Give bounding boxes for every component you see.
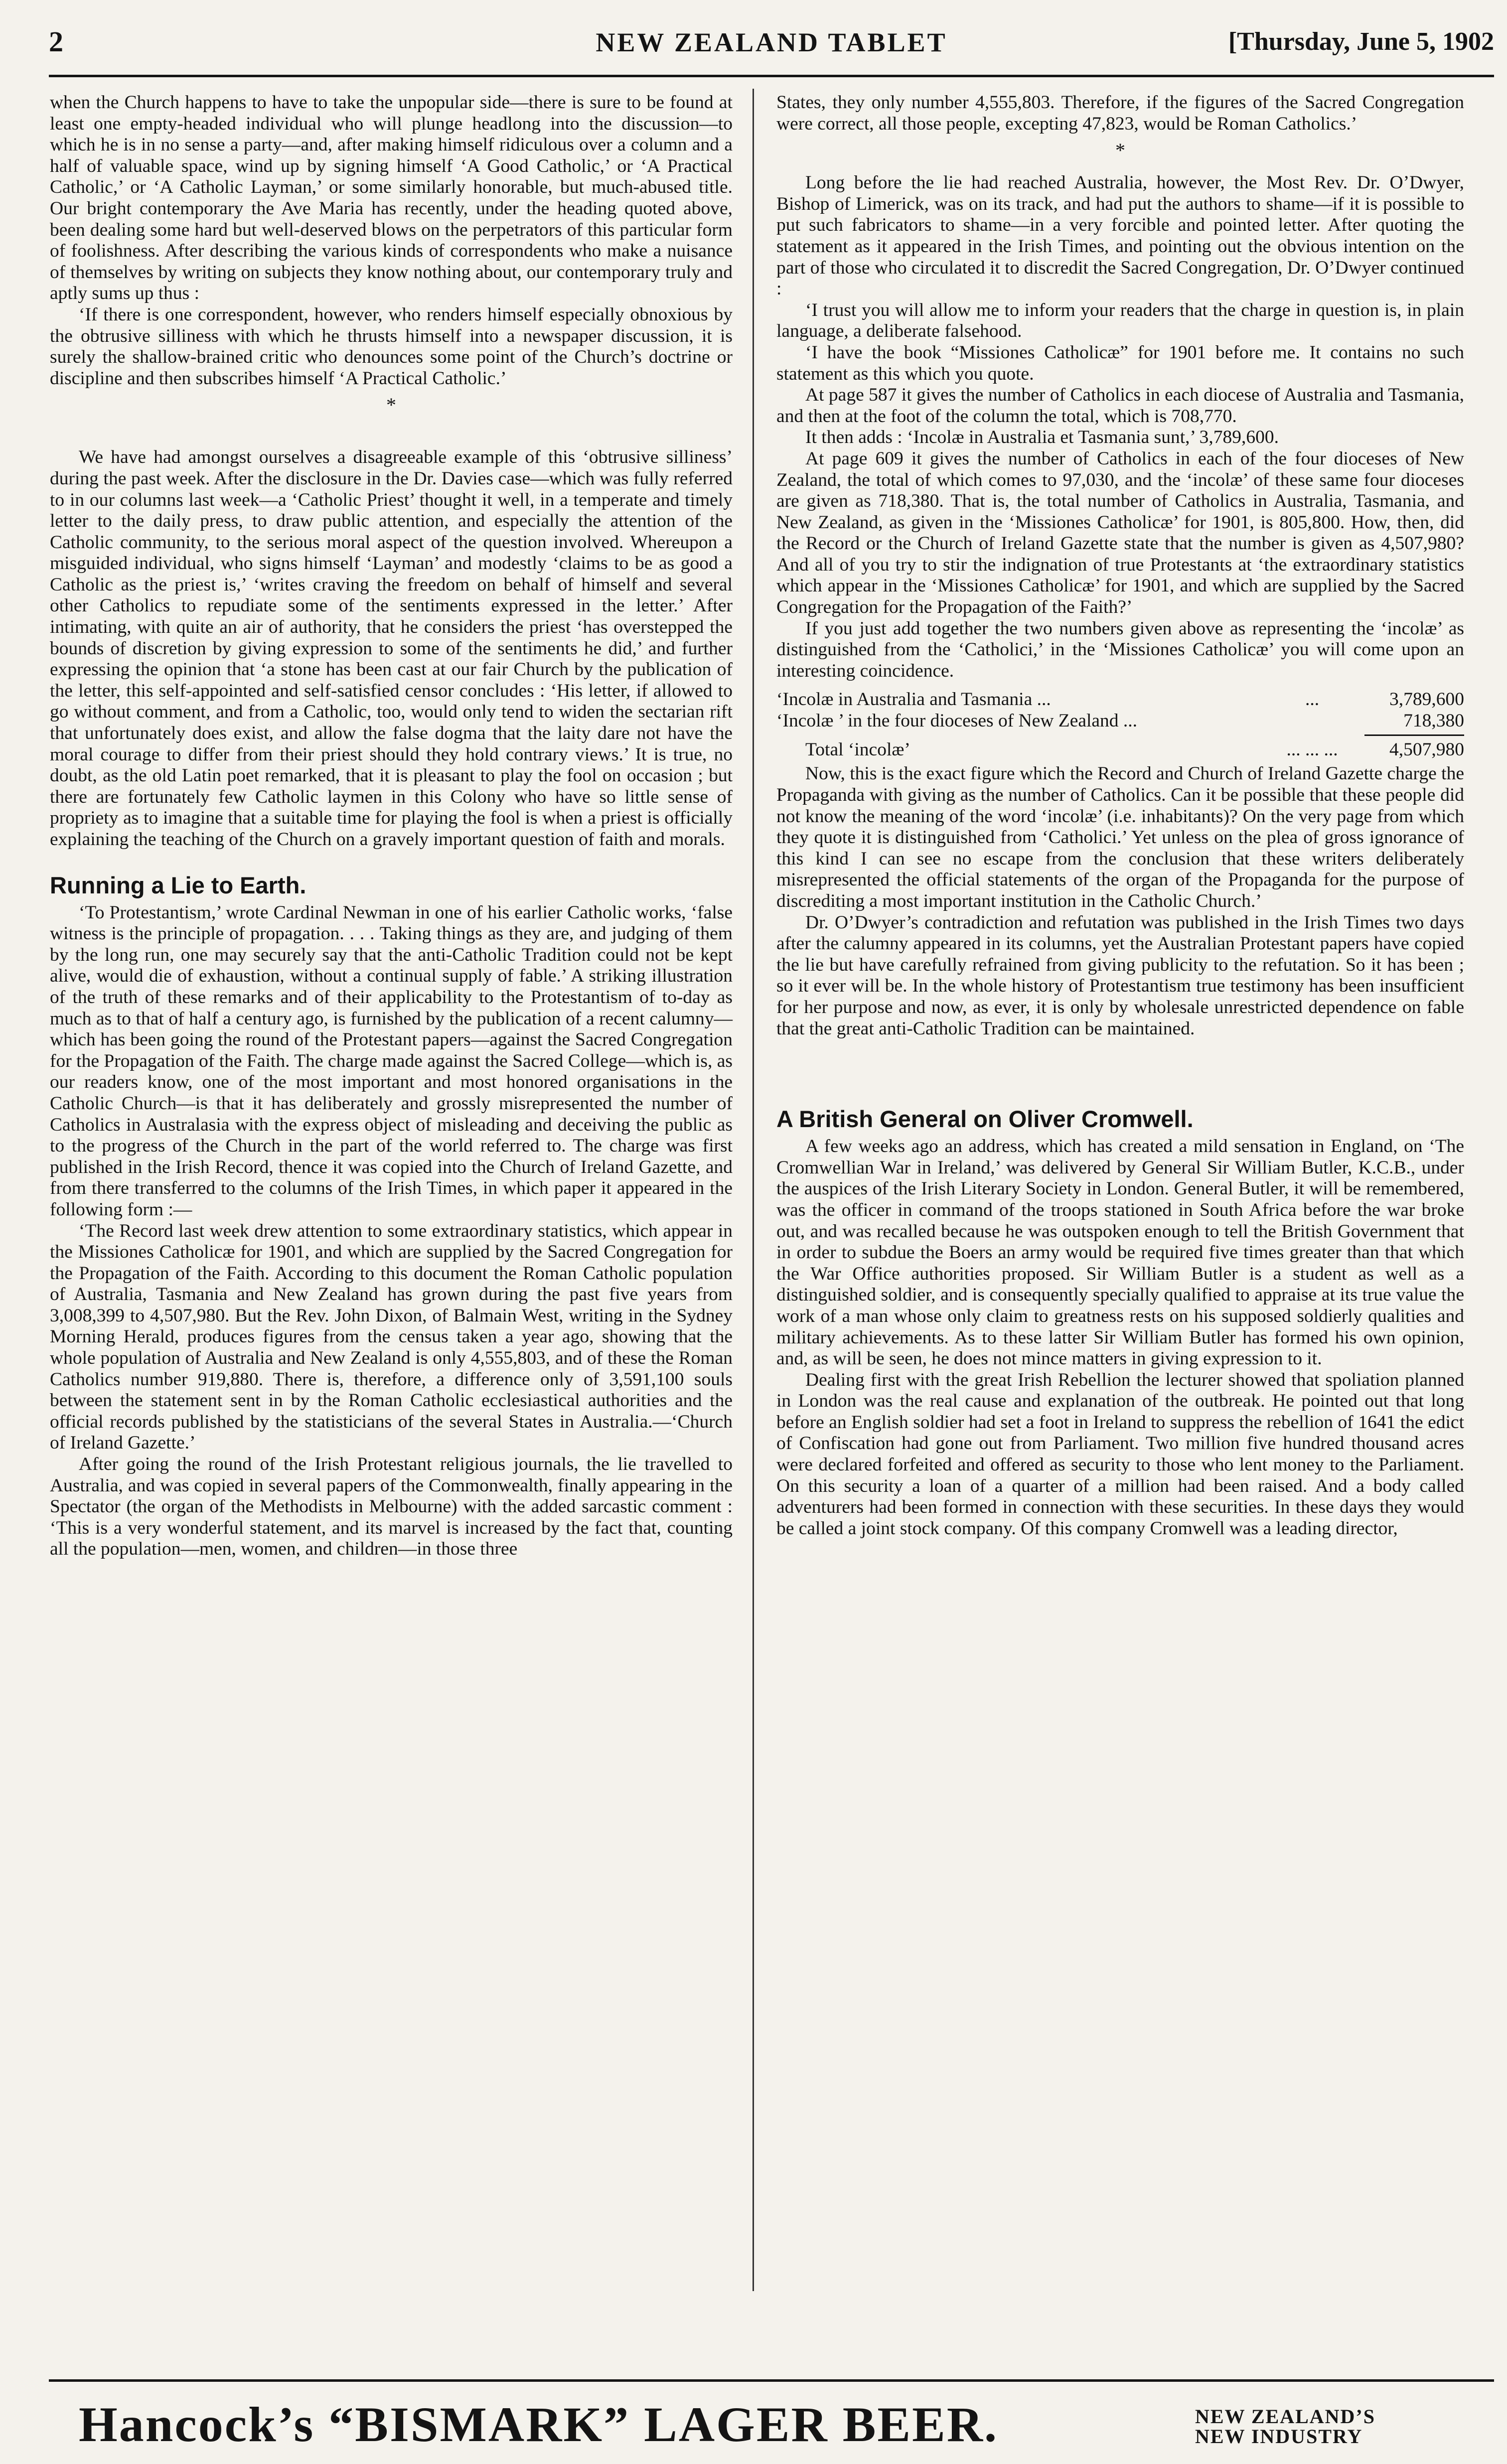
left-paragraph-6: After going the round of the Irish Protestant religious journals, the lie travelled to Australia, and was copied in several papers of the Commonwealth, finally appearing in the Spectator (the organ of the Methodists in Melbourne) with the added sarcastic comment : ‘This is a very wonderful statement, and its marvel is increased by the fact that, counting all the population—men, women, and children—in those three [50, 1454, 733, 1560]
table-row-dots [1265, 710, 1359, 731]
right-paragraph-11: A few weeks ago an address, which has created a mild sensation in England, on ‘The Cromwellian War in Ireland,’ was delivered by General Sir William Butler, K.C.B., under the auspices of the Irish Literary Society in London. General Butler, it will be remembered, was the officer in command of the troops stationed in South Africa before the war broke out, and was recalled because he was outspoken enough to tell the British Government that in order to subdue the Boers an army would be required five times greater than that which the War Office authorities proposed. Sir William Butler is a student as well as a distinguished soldier, and is consequently specially qualified to appraise at its true value the work of a man whose only claim to greatness rests on his supposed soldierly qualities and military achievements. As to these latter Sir William Butler has formed his own opinion, and, as will be seen, he does not mince matters in giving expression to it. [776, 1136, 1464, 1369]
section-star: * [1115, 139, 1125, 162]
left-paragraph-1: when the Church happens to have to take the unpopular side—there is sure to be found at least one empty-headed individual who will plunge headlong into the discussion—to which he is in no sense a party—and, after making himself ridiculous over a column and a half of valuable space, wind up by signing himself ‘A Good Catholic,’ or ‘A Practical Catholic,’ or ‘A Catholic Layman,’ or some similarly honorable, but much-abused title. Our bright contemporary the Ave Maria has recently, under the heading quoted above, been dealing some hard but well-deserved blows on the perpetrators of this particular form of foolishness. After describing the various kinds of correspondents who make a nuisance of themselves by writing on subjects they know nothing about, our contemporary truly and aptly sums up thus : [50, 92, 733, 304]
table-row-label: ‘Incolæ ’ in the four dioceses of New Zealand ... [776, 711, 1138, 731]
section-star: * [386, 394, 396, 417]
left-paragraph-3: We have had amongst ourselves a disagreeable example of this ‘obtrusive silliness’ during the past week. After the disclosure in the Dr. Davies case—which was fully referred to in our columns last week—a ‘Catholic Priest’ thought it well, in a temperate and timely letter to the daily press, to draw public attention, and especially the attention of the Catholic community, to the serious moral aspect of the question involved. Whereupon a misguided individual, who signs himself ‘Layman’ and modestly ‘claims to be as good a Catholic as the priest is,’ ‘writes craving the freedom on behalf of himself and several other Catholics to repudiate some of the sentiments expressed in the letter.’ After intimating, with quite an air of authority, that he considers the priest ‘has overstepped the bounds of discretion by giving expression to some of the sentiments he did,’ and further expressing the opinion that ‘a stone has been cast at our fair Church by the publication of the letter, this self-appointed and self-satisfied censor concludes : ‘His letter, if allowed to go without comment, and from a Catholic, too, would only tend to widen the sectarian rift that unfortunately does exist, and allow the false dogma that the laity dare not have the moral courage to differ from their priest should they hold contrary views.’ It is true, no doubt, as the old Latin poet remarked, that it is pleasant to play the fool on occasion ; but there are fortunately few Catholic laymen in this Colony who have so little sense of propriety as to imagine that a suitable time for playing the fool is when a priest is officially explaining the teaching of the Church on a gravely important question of faith and morals. [50, 447, 733, 850]
table-row-value: 3,789,600 [1389, 689, 1464, 710]
right-column [776, 92, 1464, 1539]
table-total-row [776, 739, 1464, 760]
right-paragraph-9: Now, this is the exact figure which the Record and Church of Ireland Gazette charge the Propaganda with giving as the number of Catholics. Can it be possible that these people did not know the meaning of the word ‘incolæ’ (i.e. inhabitants)? On the very page from which they quote it is distinguished from ‘Catholici.’ Yet unless on the plea of gross ignorance of this kind I can see no escape from the conclusion that these writers deliberately misrepresented the official statements of the organ of the Propaganda for the purpose of discrediting a most important institution in the Catholic Church.’ [776, 763, 1464, 911]
advertisement [49, 2392, 1494, 2452]
right-paragraph-12: Dealing first with the great Irish Rebellion the lecturer showed that spoliation planned in London was the real cause and explanation of the outbreak. He pointed out that long before an English soldier had set a foot in Ireland to suppress the rebellion of 1641 the edict of Confiscation had gone out from Parliament. Two million five hundred thousand acres were declared forfeited and offered as security to those who lent money to the Parliament. On this security a loan of a quarter of a million had been raised. And a body called adventurers had been formed in connection with these securities. In these days they would be called a joint stock company. Of this company Cromwell was a leading director, [776, 1369, 1464, 1539]
footer-rule [49, 2379, 1494, 2382]
left-paragraph-5: ‘The Record last week drew attention to some extraordinary statistics, which appear in the Missiones Catholicæ for 1901, and which are supplied by the Sacred Congregation for the Propagation of the Faith. According to this document the Roman Catholic population of Australia, Tasmania and New Zealand has grown during the past five years from 3,008,399 to 4,507,980. But the Rev. John Dixon, of Balmain West, writing in the Sydney Morning Herald, produces figures from the census taken a year ago, showing that the whole population of Australia and New Zealand is only 4,555,803, and of these the Roman Catholics number 919,880. There is, therefore, a difference only of 3,591,100 souls between the statement sent in by the Roman Catholic ecclesiastical authorities and the official records published by the statisticians of the several States in Australia.—‘Church of Ireland Gazette.’ [50, 1220, 733, 1453]
header-rule [49, 75, 1494, 77]
table-total-dots: ... ... ... [1286, 739, 1338, 760]
advertisement-headline: Hancock’s “BISMARK” LAGER BEER. [79, 2397, 999, 2452]
table-row-dots: ... [1305, 689, 1320, 710]
issue-date: [Thursday, June 5, 1902 [1228, 27, 1494, 56]
heading-british-general: A British General on Oliver Cromwell. [776, 1106, 1194, 1133]
newspaper-title: NEW ZEALAND TABLET [596, 27, 947, 57]
right-paragraph-2: Long before the lie had reached Australia, however, the Most Rev. Dr. O’Dwyer, Bishop of Limerick, was on its track, and had put the authors to shame—if it is possible to put such fabricators to shame—in a very forcible and pointed letter. After quoting the statement as it appeared in the Irish Times, and pointing out the obvious intention on the part of those who circulated it to discredit the Sacred Congregation, Dr. O’Dwyer continued : [776, 172, 1464, 299]
table-row [776, 689, 1464, 710]
table-row [776, 710, 1464, 731]
right-paragraph-3: ‘I trust you will allow me to inform your readers that the charge in question is, in plain language, a deliberate falsehood. [776, 299, 1464, 342]
table-total-label: Total ‘incolæ’ [805, 739, 910, 760]
heading-running-a-lie: Running a Lie to Earth. [50, 871, 306, 898]
sum-rule [1364, 734, 1464, 736]
table-row-value: 718,380 [1403, 711, 1464, 731]
tagline-line-2: NEW INDUSTRY [1195, 2425, 1363, 2448]
left-column [50, 92, 733, 1560]
right-paragraph-8: If you just add together the two numbers given above as representing the ‘incolæ’ as distinguished from the ‘Catholici,’ in the ‘Missiones Catholicæ’ you will come upon an interesting coincidence. [776, 618, 1464, 681]
table-total-value: 4,507,980 [1389, 739, 1464, 760]
advertisement-tagline [1195, 2407, 1375, 2447]
right-paragraph-10: Dr. O’Dwyer’s contradiction and refutation was published in the Irish Times two days after the calumny appeared in its columns, yet the Australian Protestant papers have copied the lie but have carefully refrained from giving publicity to the refutation. So it has been ; so it ever will be. In the whole history of Protestantism true testimony has been insufficient for her purpose and now, as ever, it is only by wholesale unrestricted dependence on fable that the great anti-Catholic Tradition can be maintained. [776, 912, 1464, 1039]
incolae-table [776, 689, 1464, 760]
tagline-line-1: NEW ZEALAND’S [1195, 2405, 1375, 2428]
page-header [49, 25, 1494, 70]
right-paragraph-5: At page 587 it gives the number of Catholics in each diocese of Australia and Tasmania, and then at the foot of the column the total, which is 708,770. [776, 385, 1464, 427]
page-number: 2 [49, 25, 63, 58]
column-divider [753, 89, 754, 2291]
right-paragraph-7: At page 609 it gives the number of Catholics in each of the four dioceses of New Zealand, the total of which comes to 97,030, and the ‘incolæ’ of these same four dioceses are given as 718,380. That is, the total number of Catholics in Australia, Tasmania, and New Zealand, as given in the ‘Missiones Catholicæ’ for 1901, is 805,800. How, then, did the Record or the Church of Ireland Gazette state that the number is given as 4,507,980? And all of you try to stir the indignation of true Protestants at ‘the extraordinary statistics which appear in the ‘Missiones Catholicæ’ for 1901, and which are supplied by the Sacred Congregation for the Propagation of the Faith?’ [776, 448, 1464, 618]
table-row-label: ‘Incolæ in Australia and Tasmania ... [776, 689, 1051, 710]
left-paragraph-4: ‘To Protestantism,’ wrote Cardinal Newman in one of his earlier Catholic works, ‘false witness is the principle of propagation. . . . Taking things as they are, and judging of them by the long run, one may securely say that the anti-Catholic Tradition could not be kept alive, would die of exhaustion, without a continual supply of fable.’ A striking illustration of the truth of these remarks and of their applicability to the Protestantism of to-day as much as to that of half a century ago, is furnished by the publication of a recent calumny—which has been going the round of the Protestant papers—against the Sacred Congregation for the Propagation of the Faith. The charge made against the Sacred College—which is, as our readers know, one of the most important and most honored organisations in the Catholic Church—is that it has deliberately and grossly misrepresented the number of Catholics in Australasia with the express object of misleading and deceiving the public as to the progress of the Church in the part of the world referred to. The charge was first published in the Irish Record, thence it was copied into the Church of Ireland Gazette, and from there transferred to the columns of the Irish Times, in which paper it appeared in the following form :— [50, 902, 733, 1220]
right-paragraph-1: States, they only number 4,555,803. Therefore, if the figures of the Sacred Congregation were correct, all those people, excepting 47,823, would be Roman Catholics.’ [776, 92, 1464, 134]
right-paragraph-4: ‘I have the book “Missiones Catholicæ” for 1901 before me. It contains no such statement as this which you quote. [776, 342, 1464, 384]
left-paragraph-2: ‘If there is one correspondent, however, who renders himself especially obnoxious by the obtrusive silliness with which he thrusts himself into a newspaper discussion, it is surely the shallow-brained critic who denounces some point of the Church’s doctrine or discipline and then subscribes himself ‘A Practical Catholic.’ [50, 304, 733, 389]
right-paragraph-6: It then adds : ‘Incolæ in Australia et Tasmania sunt,’ 3,789,600. [805, 427, 1279, 448]
